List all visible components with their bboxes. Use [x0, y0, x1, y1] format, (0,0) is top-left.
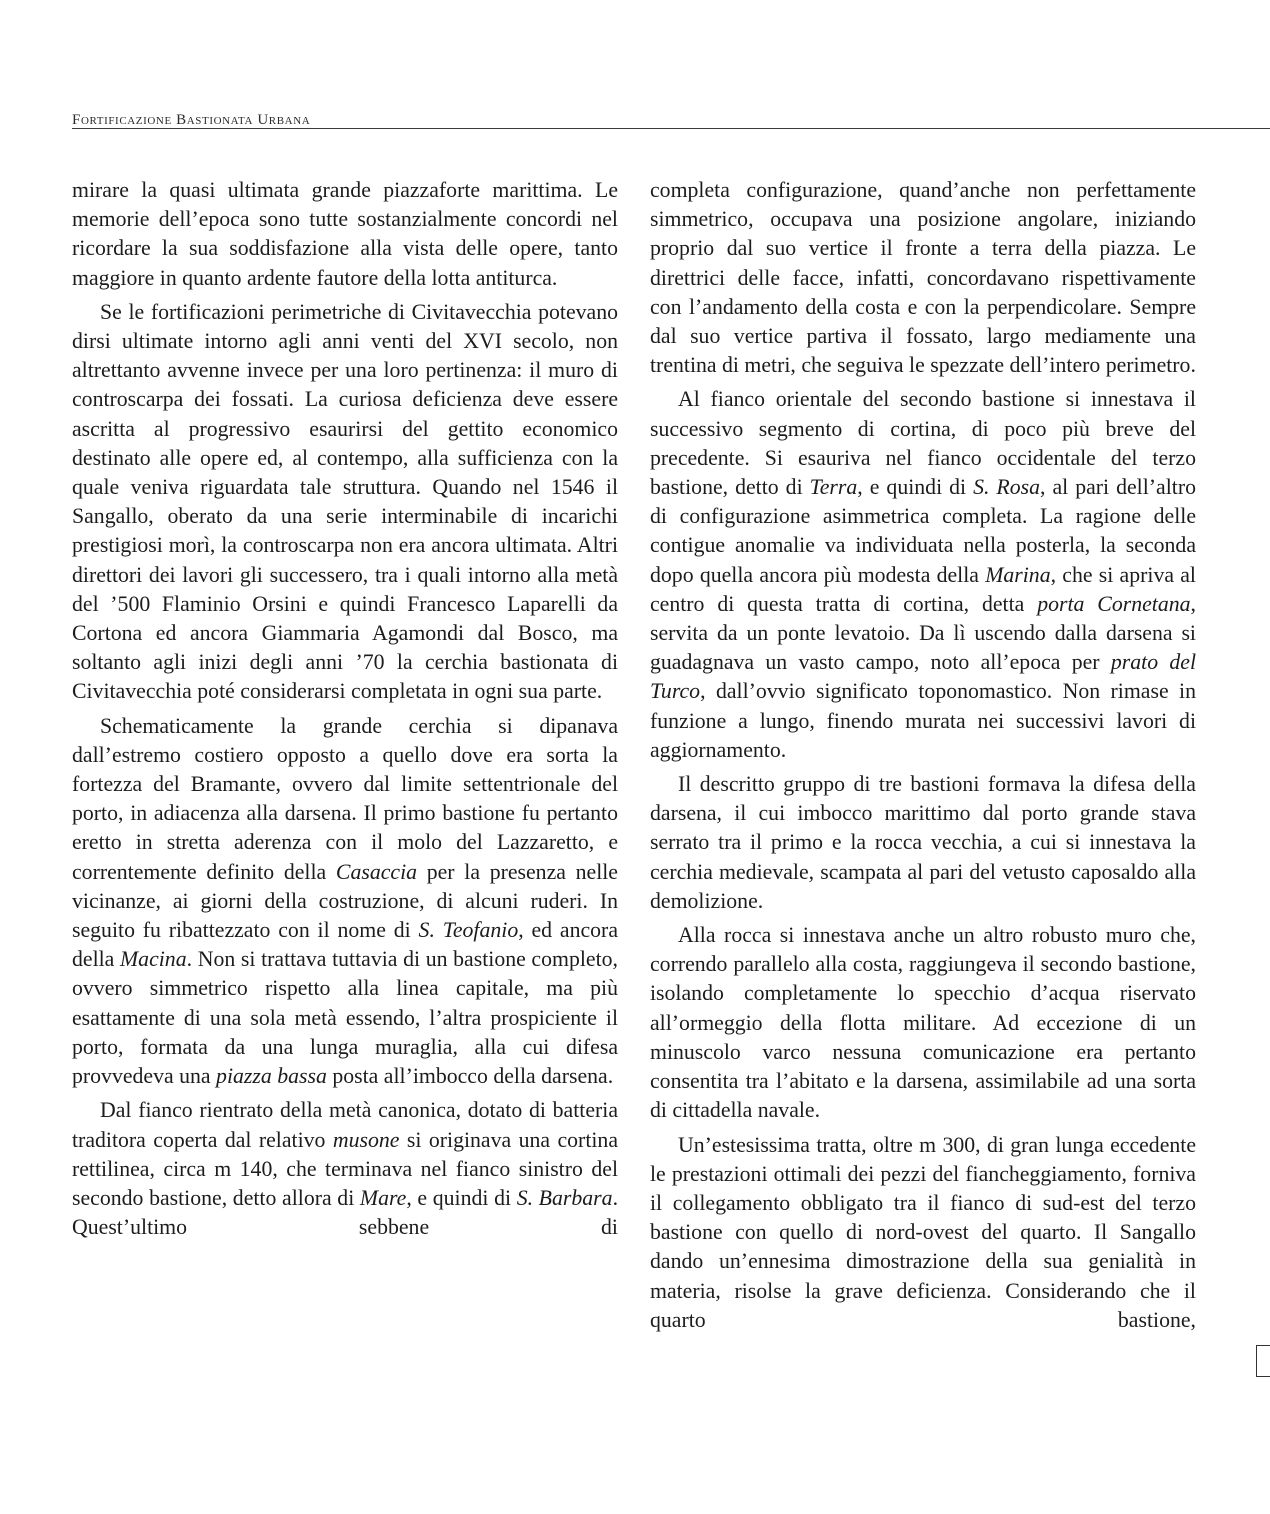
paragraph: mirare la quasi ultimata grande piazzaforte marittima. Le memorie dell’epoca sono tutte sostanzialmente concordi nel ricordare la sua soddisfazione alla vista delle opere, tanto maggiore in quanto ardente fautore della lotta antiturca.	[72, 178, 618, 290]
paragraph: Schematicamente la grande cerchia si dipanava dall’estremo costiero opposto a quello dove era sorta la fortezza del Bramante, ovvero dal limite settentrionale del porto, in adiacenza alla darsena. Il primo bastione fu pertanto eretto in stretta aderenza con il molo del Lazzaretto, e correntemente definito della Casaccia per la presenza nelle vicinanze, ai giorni della costruzione, di alcuni ruderi. In seguito fu ribattezzato con il nome di S. Teofanio, ed ancora della Macina. Non si trattava tuttavia di un bastione completo, ovvero simmetrico rispetto alla linea capitale, ma più esattamente di una sola metà essendo, l’altra prospiciente il porto, formata da una lunga muraglia, alla cui difesa provvedeva una piazza bassa posta all’imbocco della darsena.	[72, 713, 618, 1089]
paragraph: Un’estesissima tratta, oltre m 300, di gran lunga eccedente le prestazioni ottimali dei pezzi del fiancheggiamento, forniva il collegamento obbligato tra il fianco di sud-est del terzo bastione con quello di nord-ovest del quarto. Il Sangallo dando un’ennesima dimostrazione della sua genialità in materia, risolse la grave deficienza. Considerando che il quarto bastione,	[650, 1132, 1196, 1332]
running-header: Fortificazione Bastionata Urbana	[72, 112, 311, 128]
paragraph: Al fianco orientale del secondo bastione si innestava il successivo segmento di cortina, di poco più breve del precedente. Si esauriva nel fianco occidentale del terzo bastione, detto di Terra, e quindi di S. Rosa, al pari dell’altro di configurazione asimmetrica completa. La ragione delle contigue anomalie va individuata nella posterla, la seconda dopo quella ancora più modesta della Marina, che si apriva al centro di questa tratta di cortina, detta porta Cornetana, servita da un ponte levatoio. Da lì uscendo dalla darsena si guadagnava un vasto campo, noto all’epoca per prato del Turco, dall’ovvio significato toponomastico. Non rimase in funzione a lungo, finendo murata nei successivi lavori di aggiornamento.	[650, 387, 1197, 762]
paragraph: Alla rocca si innestava anche un altro robusto muro che, correndo parallelo alla costa, raggiungeva il secondo bastione, isolando completamente lo specchio d’acqua riservato all’ormeggio della flotta militare. Ad eccezione di un minuscolo varco nessuna comunicazione era pertanto consentita tra l’abitato e la darsena, assimilabile ad una sorta di cittadella navale.	[650, 923, 1196, 1123]
page-edge-mark	[1256, 1345, 1270, 1377]
header-rule	[72, 128, 1270, 129]
right-column	[650, 176, 1196, 1340]
paragraph: Se le fortificazioni perimetriche di Civitavecchia potevano dirsi ultimate intorno agli anni venti del XVI secolo, non altrettanto avvenne invece per una loro pertinenza: il muro di controscarpa dei fossati. La curiosa deficienza deve essere ascritta al progressivo esaurirsi del gettito economico destinato alle opere ed, al contempo, alla sufficienza con la quale veniva riguardata tale struttura. Quando nel 1546 il Sangallo, oberato da una serie interminabile di incarichi prestigiosi morì, la controscarpa non era ancora ultimata. Altri direttori dei lavori gli successero, tra i quali intorno alla metà del ’500 Flaminio Orsini e quindi Francesco Laparelli da Cortona ed ancora Giammaria Agamondi dal Bosco, ma soltanto agli inizi degli anni ’70 la cerchia bastionata di Civitavecchia poté considerarsi completata in ogni sua parte.	[72, 299, 618, 704]
paragraph: Il descritto gruppo di tre bastioni formava la difesa della darsena, il cui imbocco marittimo dal porto grande stava serrato tra il primo e la rocca vecchia, a cui si innestava la cerchia medievale, scampata al pari del vetusto caposaldo alla demolizione.	[650, 772, 1196, 913]
paragraph: Dal fianco rientrato della metà canonica, dotato di batteria traditora coperta dal relativo musone si originava una cortina rettilinea, circa m 140, che terminava nel fianco sinistro del secondo bastione, detto allora di Mare, e quindi di S. Barbara. Quest’ultimo sebbene di	[72, 1098, 619, 1240]
paragraph: completa configurazione, quand’anche non perfettamente simmetrico, occupava una posizione angolare, iniziando proprio dal suo vertice il fronte a terra della piazza. Le direttrici delle facce, infatti, concordavano rispettivamente con l’andamento della costa e con la perpendicolare. Sempre dal suo vertice partiva il fossato, largo mediamente una trentina di metri, che seguiva le spezzate dell’intero perimetro.	[650, 178, 1196, 378]
left-column	[72, 176, 618, 1247]
